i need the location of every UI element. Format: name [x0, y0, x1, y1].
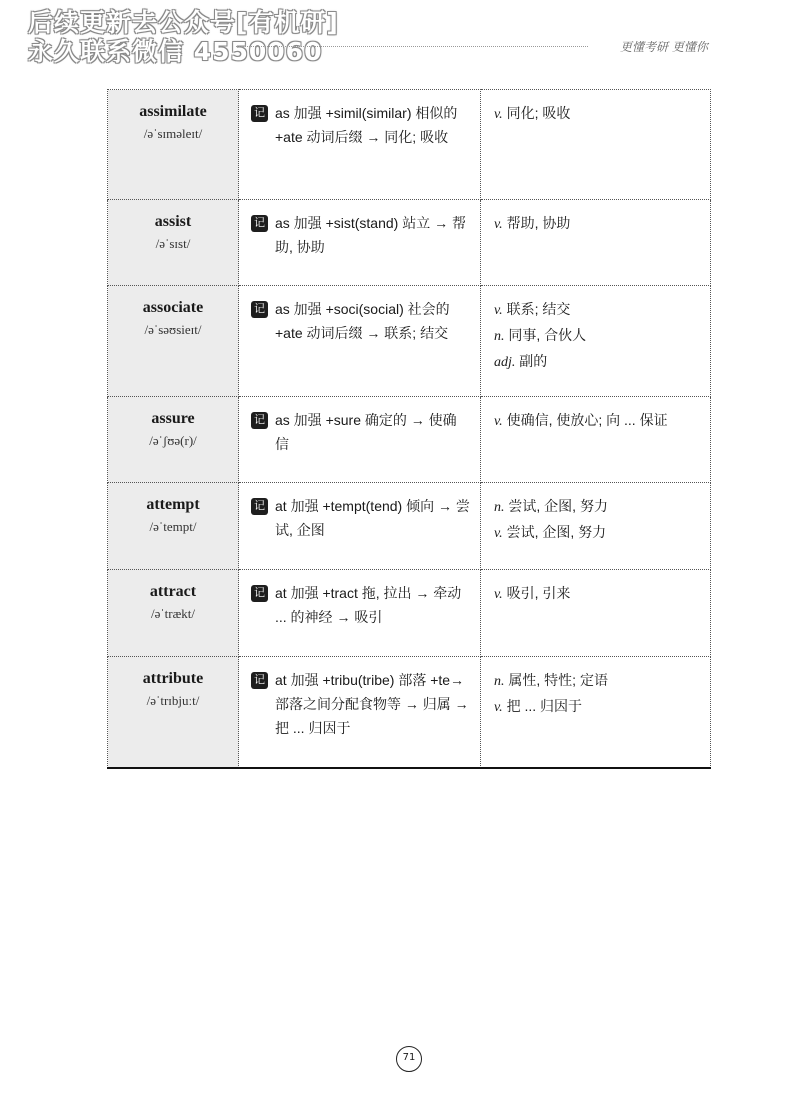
- phonetic: /əˈsəʊsieɪt/: [144, 322, 202, 337]
- headword: attribute: [142, 670, 204, 687]
- part-of-speech: v.: [494, 587, 503, 602]
- table-row: [108, 397, 711, 483]
- table-row: [108, 657, 711, 768]
- part-of-speech: v.: [494, 303, 503, 318]
- part-of-speech: v.: [494, 414, 503, 429]
- page-number: 71: [402, 1052, 416, 1063]
- memo-text: as 加强 +sure 确定的 → 使确信: [275, 412, 457, 452]
- headword: attract: [149, 583, 197, 600]
- meaning-text: 同化; 吸收: [502, 105, 571, 121]
- page-number-badge: [394, 1044, 424, 1074]
- headword: attempt: [146, 496, 200, 513]
- part-of-speech: v.: [494, 217, 503, 232]
- meaning-cell: [481, 483, 711, 570]
- memo-text: as 加强 +soci(social) 社会的 +ate 动词后缀 → 联系; 结交: [275, 301, 450, 341]
- memo-cell: [239, 286, 481, 397]
- memo-container: [239, 397, 480, 456]
- meaning-text: 属性, 特性; 定语: [504, 672, 608, 688]
- meaning-text: 副的: [515, 353, 548, 369]
- table-row: [108, 483, 711, 570]
- headword: associate: [142, 299, 204, 316]
- headword-cell: [108, 397, 239, 483]
- meaning-text: 把 ... 归因于: [502, 698, 583, 714]
- meaning-list: [481, 286, 710, 375]
- memo-icon: 记: [251, 585, 268, 602]
- meaning-cell: [481, 570, 711, 657]
- phonetic: /əˈsɪməleɪt/: [143, 126, 203, 141]
- memo-container: [239, 90, 480, 149]
- table-row: [108, 286, 711, 397]
- table-bottom-rule: [107, 767, 711, 769]
- memo-cell: [239, 200, 481, 286]
- memo-container: [239, 200, 480, 259]
- meaning-text: 联系; 结交: [502, 301, 571, 317]
- memo-cell: [239, 397, 481, 483]
- memo-container: [239, 657, 480, 740]
- part-of-speech: adj.: [494, 355, 516, 370]
- meaning-line: [494, 520, 700, 546]
- phonetic: /əˈtrɪbjuːt/: [146, 693, 200, 708]
- meaning-line: [494, 494, 700, 520]
- table-row: [108, 570, 711, 657]
- meaning-line: [494, 349, 700, 375]
- meaning-list: [481, 483, 710, 546]
- part-of-speech: v.: [494, 700, 503, 715]
- headword-cell: [108, 90, 239, 200]
- part-of-speech: v.: [494, 107, 503, 122]
- part-of-speech: n.: [494, 329, 505, 344]
- meaning-list: [481, 657, 710, 720]
- meaning-cell: [481, 397, 711, 483]
- meaning-line: [494, 694, 700, 720]
- phonetic: /əˈʃʊə(r)/: [149, 433, 197, 448]
- part-of-speech: v.: [494, 526, 503, 541]
- headword-cell: [108, 286, 239, 397]
- phonetic: /əˈsɪst/: [155, 236, 191, 251]
- memo-container: [239, 483, 480, 542]
- meaning-line: [494, 408, 700, 434]
- memo-icon: 记: [251, 105, 268, 122]
- memo-icon: 记: [251, 672, 268, 689]
- meaning-text: 同事, 合伙人: [504, 327, 587, 343]
- meaning-line: [494, 323, 700, 349]
- meaning-list: [481, 90, 710, 127]
- meaning-cell: [481, 286, 711, 397]
- memo-icon: 记: [251, 301, 268, 318]
- memo-container: [239, 286, 480, 345]
- meaning-list: [481, 397, 710, 434]
- watermark-line-1: 后续更新去公众号[有机研]: [28, 8, 339, 37]
- meaning-cell: [481, 200, 711, 286]
- meaning-list: [481, 570, 710, 607]
- headword-cell: [108, 570, 239, 657]
- table-row: [108, 90, 711, 200]
- memo-icon: 记: [251, 412, 268, 429]
- memo-text: as 加强 +simil(similar) 相似的 +ate 动词后缀 → 同化; 吸收: [275, 105, 458, 145]
- table-row: [108, 200, 711, 286]
- part-of-speech: n.: [494, 500, 505, 515]
- memo-container: [239, 570, 480, 629]
- part-of-speech: n.: [494, 674, 505, 689]
- meaning-line: [494, 211, 700, 237]
- meaning-cell: [481, 90, 711, 200]
- memo-text: as 加强 +sist(stand) 站立 → 帮助, 协助: [275, 215, 466, 255]
- watermark-line-2: 永久联系微信 4550060: [28, 37, 323, 66]
- phonetic: /əˈtrækt/: [150, 606, 196, 621]
- meaning-text: 吸引, 引来: [502, 585, 571, 601]
- headword-cell: [108, 657, 239, 768]
- headword-cell: [108, 200, 239, 286]
- headword: assist: [154, 213, 192, 230]
- meaning-text: 尝试, 企图, 努力: [504, 498, 608, 514]
- memo-cell: [239, 570, 481, 657]
- phonetic: /əˈtempt/: [149, 519, 197, 534]
- memo-icon: 记: [251, 215, 268, 232]
- meaning-line: [494, 101, 700, 127]
- headword: assimilate: [139, 103, 207, 120]
- meaning-line: [494, 668, 700, 694]
- header-dotted-rule: [236, 46, 588, 47]
- vocabulary-table: [107, 89, 711, 768]
- meaning-cell: [481, 657, 711, 768]
- meaning-text: 使确信, 使放心; 向 ... 保证: [502, 412, 668, 428]
- watermark: [28, 8, 339, 66]
- meaning-list: [481, 200, 710, 237]
- memo-text: at 加强 +tribu(tribe) 部落 +te→ 部落之间分配食物等 → 归属 → 把 ... 归因于: [275, 672, 469, 736]
- memo-cell: [239, 483, 481, 570]
- header-tagline: 更懂考研 更懂你: [620, 40, 708, 54]
- headword: assure: [151, 410, 195, 427]
- meaning-line: [494, 297, 700, 323]
- meaning-line: [494, 581, 700, 607]
- meaning-text: 尝试, 企图, 努力: [502, 524, 607, 540]
- memo-cell: [239, 90, 481, 200]
- memo-text: at 加强 +tract 拖, 拉出 → 牵动 ... 的神经 → 吸引: [275, 585, 462, 625]
- memo-icon: 记: [251, 498, 268, 515]
- memo-cell: [239, 657, 481, 768]
- headword-cell: [108, 483, 239, 570]
- meaning-text: 帮助, 协助: [502, 215, 571, 231]
- memo-text: at 加强 +tempt(tend) 倾向 → 尝试, 企图: [275, 498, 470, 538]
